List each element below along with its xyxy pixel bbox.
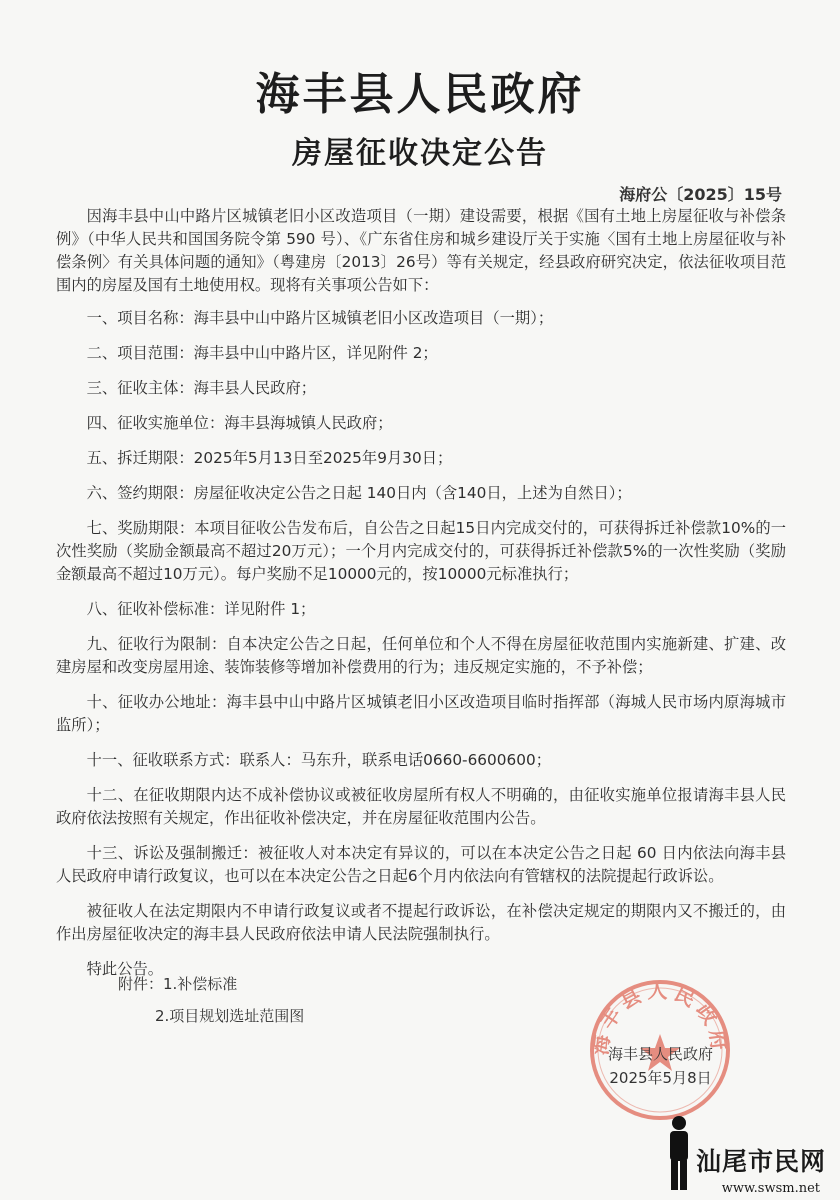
page-title: 海丰县人民政府 [255,69,585,120]
item-office-address: 十、征收办公地址：海丰县中山中路片区城镇老旧小区改造项目临时指挥部（海城人民市场内原海城市监所）； [56,693,786,734]
item-demolition-period: 五、拆迁期限：2025年5月13日至2025年9月30日； [86,449,453,467]
page-subtitle: 房屋征收决定公告 [292,136,548,171]
item-compensation-decision: 十二、在征收期限内达不成补偿协议或被征收房屋所有权人不明确的，由征收实施单位报请海丰县人民政府依法按照有关规定，作出征收补偿决定，并在房屋征收范围内公告。 [56,786,786,827]
item-compensation-standard: 八、征收补偿标准：详见附件 1； [86,600,316,618]
signature-block [608,1042,713,1090]
item-implementing-unit: 四、征收实施单位：海丰县海城镇人民政府； [86,414,393,432]
svg-text:海丰县人民政府: 海丰县人民政府 [587,978,733,1057]
item-project-scope: 二、项目范围：海丰县中山中路片区，详见附件 2； [86,344,438,362]
item-expropriation-subject: 三、征收主体：海丰县人民政府； [86,379,317,397]
item-reward-period: 七、奖励期限：本项目征收公告发布后，自公告之日起15日内完成交付的，可获得拆迁补偿款10%的一次性奖励（奖励金额最高不超过20万元）；一个月内完成交付的，可获得拆迁补偿款5%的一次性奖励（奖励金额最高不超过10万元）。每户奖励不足10000元的，按10000元标准执行； [56,519,786,583]
watermark-logo-text: 汕尾市民网 [695,1147,826,1176]
attachment-2: 2.项目规划选址范围图 [155,1007,305,1025]
watermark-url: www.swsm.net [721,1181,820,1196]
signature-date: 2025年5月8日 [609,1069,712,1087]
intro-paragraph: 因海丰县中山中路片区城镇老旧小区改造项目（一期）建设需要，根据《国有土地上房屋征收与补偿条例》（中华人民共和国国务院令第 590 号）、《广东省住房和城乡建设厅关于实施〈国有土地上房屋征收与补偿条例〉有关具体问题的通知》（粤建房〔2013〕26号）等有关规定，经县政府研究决定，依法征收项目范围内的房屋及国有土地使用权。现将有关事项公告如下： [56,207,786,294]
attachment-1: 附件：1.补偿标准 [118,975,238,993]
document-number: 海府公〔2025〕15号 [619,185,782,204]
item-contact: 十一、征收联系方式：联系人：马东升，联系电话0660-6600600； [86,751,551,769]
item-behavior-restriction: 九、征收行为限制：自本决定公告之日起，任何单位和个人不得在房屋征收范围内实施新建、扩建、改建房屋和改变房屋用途、装饰装修等增加补偿费用的行为；违反规定实施的，不予补偿； [56,635,786,676]
attachments-list [118,968,304,1032]
item-signing-period: 六、签约期限：房屋征收决定公告之日起 140日内（含140日，上述为自然日）； [86,484,632,502]
item-litigation: 十三、诉讼及强制搬迁：被征收人对本决定有异议的，可以在本决定公告之日起 60 日内依法向海丰县人民政府申请行政复议，也可以在本决定公告之日起6个月内依法向有管辖权的法院提起行政诉讼。 [56,844,786,885]
document-body [56,205,786,993]
notice-line: 特此公告。 [86,960,164,978]
person-silhouette-icon [662,1114,696,1194]
item-project-name: 一、项目名称：海丰县中山中路片区城镇老旧小区改造项目（一期）； [86,309,554,327]
signature-org: 海丰县人民政府 [608,1045,714,1063]
closing-paragraph: 被征收人在法定期限内不申请行政复议或者不提起行政诉讼，在补偿决定规定的期限内又不搬迁的，由作出房屋征收决定的海丰县人民政府依法申请人民法院强制执行。 [56,902,786,943]
